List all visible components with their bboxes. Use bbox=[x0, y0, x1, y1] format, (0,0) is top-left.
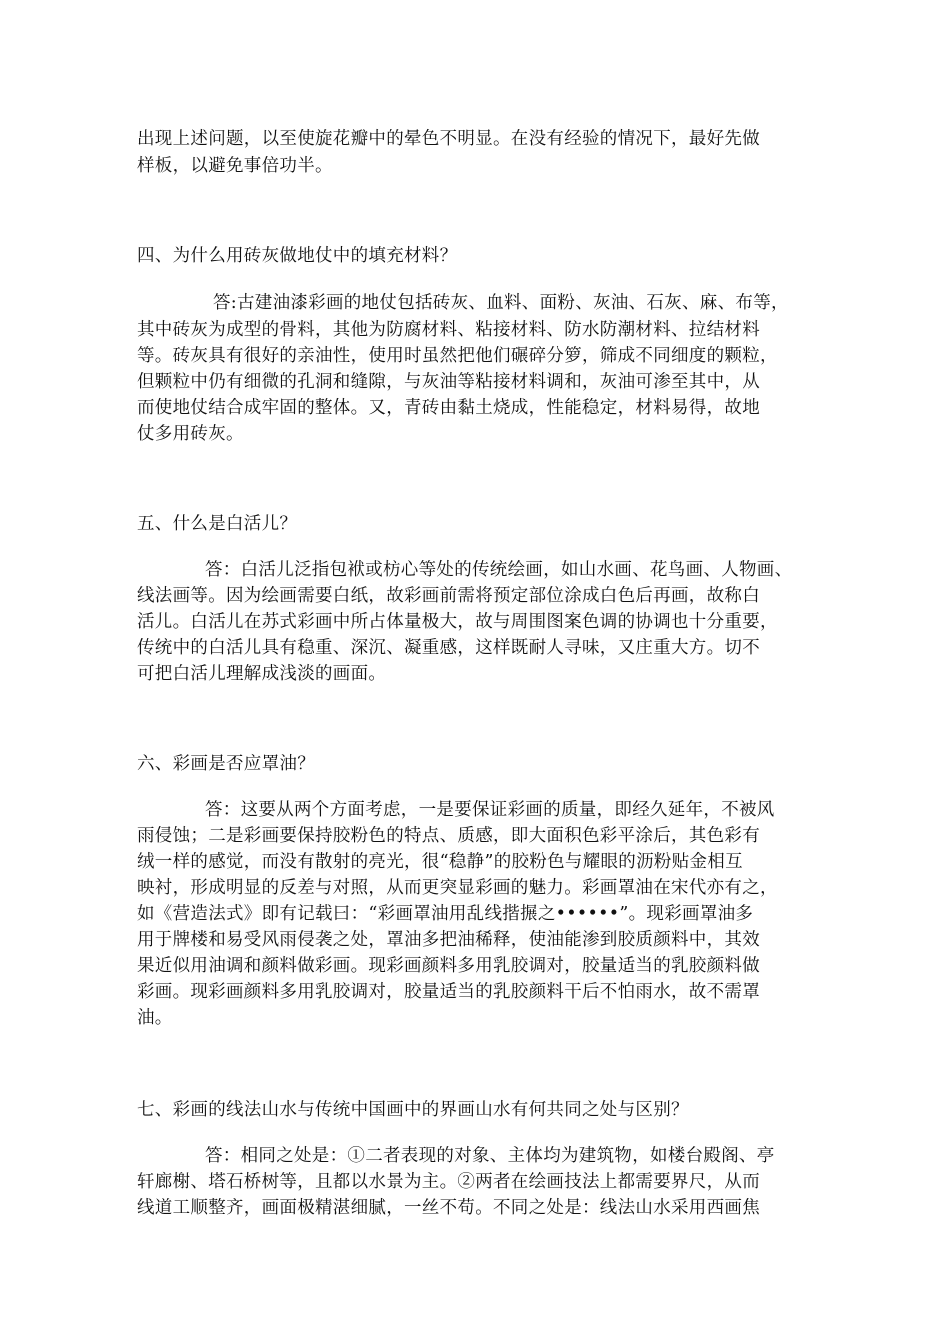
answer-line: 绒一样的感觉，而没有散射的亮光，很“稳静”的胶粉色与耀眼的沥粉贴金相互 bbox=[137, 852, 743, 872]
answer-line: 答：白活儿泛指包袱或枋心等处的传统绘画，如山水画、花鸟画、人物画、 bbox=[205, 560, 793, 580]
answer-line: 但颗粒中仍有细微的孔洞和缝隙，与灰油等粘接材料调和，灰油可渗至其中，从 bbox=[137, 372, 760, 392]
question-heading: 四、为什么用砖灰做地仗中的填充材料？ bbox=[137, 246, 458, 266]
answer-line: 轩廊榭、塔石桥树等，且都以水景为主。②两者在绘画技法上都需要界尺，从而 bbox=[137, 1172, 760, 1192]
answer-line: 答：这要从两个方面考虑，一是要保证彩画的质量，即经久延年，不被风 bbox=[205, 800, 775, 820]
answer-line: 仗多用砖灰。 bbox=[137, 424, 244, 444]
answer-line: 线法画等。因为绘画需要白纸，故彩画前需将预定部位涂成白色后再画，故称白 bbox=[137, 586, 760, 606]
answer-line: 活儿。白活儿在苏式彩画中所占体量极大，故与周围图案色调的协调也十分重要， bbox=[137, 612, 778, 632]
answer-line: 可把白活儿理解成浅淡的画面。 bbox=[137, 664, 387, 684]
answer-line: 答：相同之处是：①二者表现的对象、主体均为建筑物，如楼台殿阁、亭 bbox=[205, 1146, 775, 1166]
paragraph-line: 出现上述问题，以至使旋花瓣中的晕色不明显。在没有经验的情况下，最好先做 bbox=[137, 129, 760, 149]
answer-line: 彩画。现彩画颜料多用乳胶调对，胶量适当的乳胶颜料干后不怕雨水，故不需罩 bbox=[137, 982, 760, 1002]
answer-line: 果近似用油调和颜料做彩画。现彩画颜料多用乳胶调对，胶量适当的乳胶颜料做 bbox=[137, 956, 760, 976]
answer-line: 油。 bbox=[137, 1008, 173, 1028]
answer-line: 其中砖灰为成型的骨料，其他为防腐材料、粘接材料、防水防潮材料、拉结材料 bbox=[137, 320, 760, 340]
answer-line: 雨侵蚀；二是彩画要保持胶粉色的特点、质感，即大面积色彩平涂后，其色彩有 bbox=[137, 826, 760, 846]
answer-line: 传统中的白活儿具有稳重、深沉、凝重感，这样既耐人寻味，又庄重大方。切不 bbox=[137, 638, 760, 658]
answer-line: 如《营造法式》即有记载曰：“彩画罩油用乱线揩搌之••••••”。现彩画罩油多 bbox=[137, 904, 754, 924]
question-heading: 七、彩画的线法山水与传统中国画中的界画山水有何共同之处与区别？ bbox=[137, 1100, 689, 1120]
answer-line: 答:古建油漆彩画的地仗包括砖灰、血料、面粉、灰油、石灰、麻、布等， bbox=[213, 293, 789, 313]
question-heading: 六、彩画是否应罩油？ bbox=[137, 754, 315, 774]
answer-line: 等。砖灰具有很好的亲油性，使用时虽然把他们碾碎分箩，筛成不同细度的颗粒， bbox=[137, 346, 778, 366]
answer-line: 而使地仗结合成牢固的整体。又，青砖由黏土烧成，性能稳定，材料易得，故地 bbox=[137, 398, 760, 418]
answer-line: 映衬，形成明显的反差与对照，从而更突显彩画的魅力。彩画罩油在宋代亦有之， bbox=[137, 878, 778, 898]
question-heading: 五、什么是白活儿？ bbox=[137, 514, 298, 534]
answer-line: 用于牌楼和易受风雨侵袭之处，罩油多把油稀释，使油能渗到胶质颜料中，其效 bbox=[137, 930, 760, 950]
paragraph-line: 样板，以避免事倍功半。 bbox=[137, 156, 333, 176]
answer-line: 线道工顺整齐，画面极精湛细腻，一丝不苟。不同之处是：线法山水采用西画焦 bbox=[137, 1198, 760, 1218]
